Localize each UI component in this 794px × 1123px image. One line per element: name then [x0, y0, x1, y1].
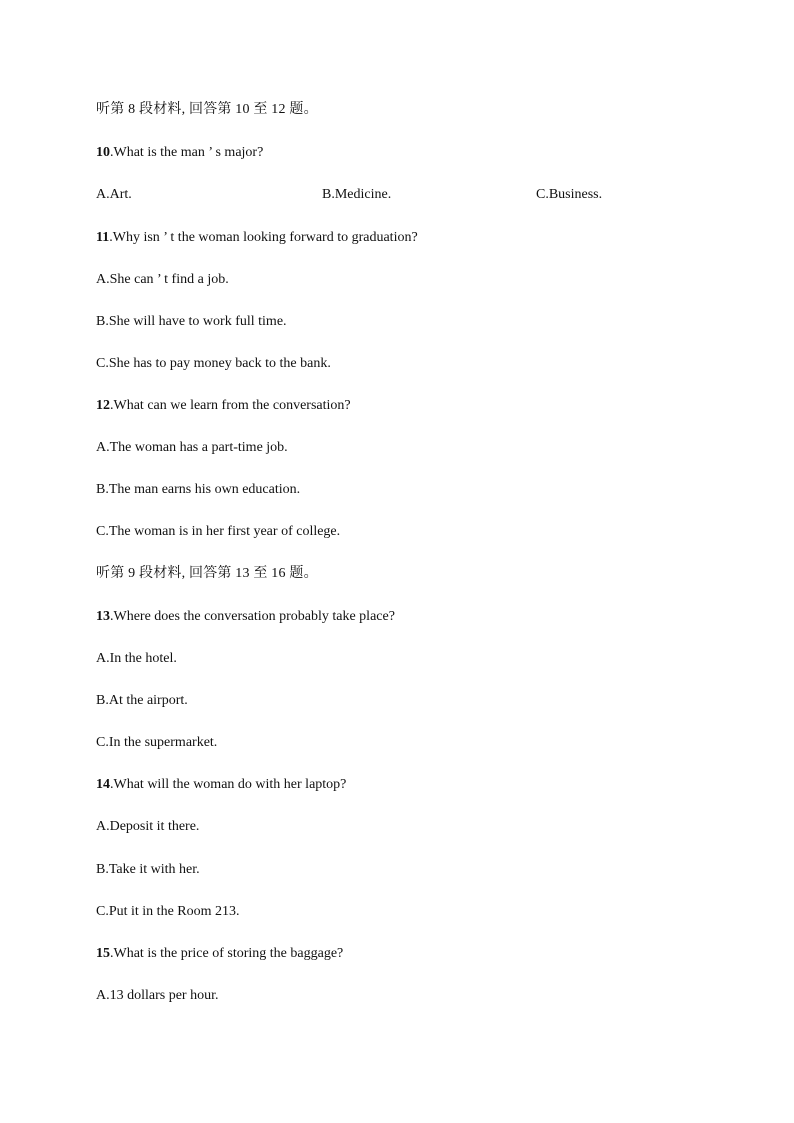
question-text: .What is the price of storing the baggage?	[110, 946, 344, 961]
question-number: 14	[96, 777, 110, 792]
question-11	[96, 229, 418, 247]
question-15	[96, 945, 343, 963]
question-10	[96, 144, 263, 162]
option-c: C.In the supermarket.	[96, 735, 218, 750]
question-number: 13	[96, 609, 110, 624]
question-12	[96, 397, 351, 415]
question-text: .Why isn ’ t the woman looking forward to graduation?	[109, 230, 418, 245]
option-a: A.The woman has a part-time job.	[96, 440, 288, 455]
option-a: A.She can ’ t find a job.	[96, 272, 229, 287]
question-text: .What can we learn from the conversation?	[110, 398, 351, 413]
question-text: .Where does the conversation probably take place?	[110, 609, 395, 624]
option-a: A.Art.	[96, 187, 132, 202]
option-b: B.Take it with her.	[96, 862, 200, 877]
option-b: B.She will have to work full time.	[96, 314, 287, 329]
section-8-heading: 听第 8 段材料, 回答第 10 至 12 题。	[96, 102, 318, 117]
option-b: B.At the airport.	[96, 693, 188, 708]
option-a: A.In the hotel.	[96, 651, 177, 666]
option-c: C.Put it in the Room 213.	[96, 904, 240, 919]
question-14	[96, 776, 346, 794]
question-text: .What will the woman do with her laptop?	[110, 777, 347, 792]
section-9-heading: 听第 9 段材料, 回答第 13 至 16 题。	[96, 566, 318, 581]
question-13	[96, 608, 395, 626]
question-number: 10	[96, 145, 110, 160]
option-c: C.She has to pay money back to the bank.	[96, 356, 331, 371]
question-number: 15	[96, 946, 110, 961]
option-c: C.Business.	[536, 187, 603, 202]
option-a: A.Deposit it there.	[96, 819, 200, 834]
option-b: B.The man earns his own education.	[96, 482, 301, 497]
question-number: 12	[96, 398, 110, 413]
question-number: 11	[96, 230, 110, 245]
question-text: .What is the man ’ s major?	[110, 145, 264, 160]
question-10-options	[96, 186, 696, 204]
option-a: A.13 dollars per hour.	[96, 988, 219, 1003]
option-c: C.The woman is in her first year of college.	[96, 524, 341, 539]
option-b: B.Medicine.	[322, 187, 392, 202]
